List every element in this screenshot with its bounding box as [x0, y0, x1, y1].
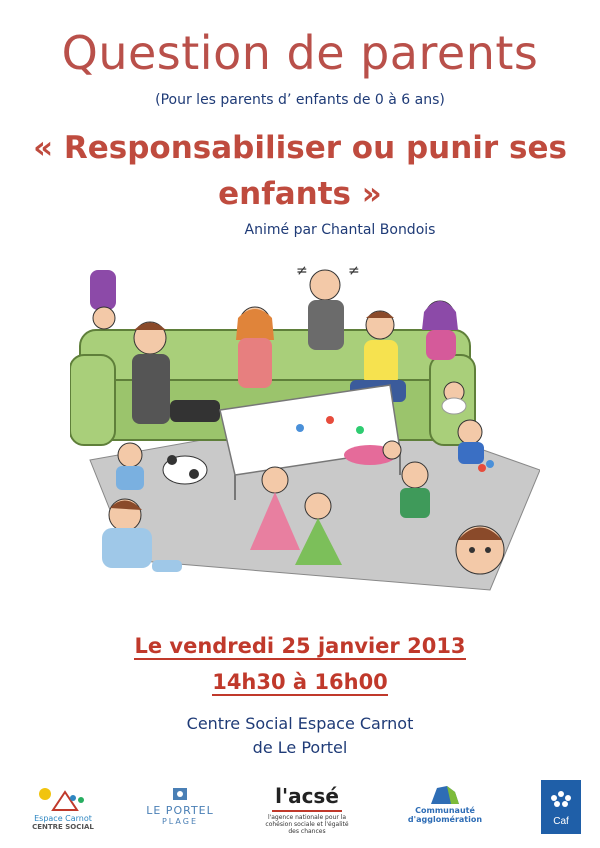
acse-caption: l'agence nationale pour la cohésion sociale et l'égalité des chances — [265, 814, 349, 835]
event-time — [0, 670, 600, 694]
acse-name: l'acsé — [275, 784, 339, 808]
acse-underline — [272, 810, 342, 812]
espace-carnot-emblem-icon — [33, 784, 93, 814]
le-portel-emblem-icon — [165, 784, 195, 804]
svg-text:≠: ≠ — [296, 263, 308, 279]
svg-text:≠: ≠ — [348, 263, 360, 279]
audience-subtitle: (Pour les parents d’ enfants de 0 à 6 ans) — [155, 92, 445, 108]
child-upside-down — [90, 270, 116, 329]
agglomeration-map-icon — [425, 784, 465, 806]
caf-name: Caf — [553, 816, 569, 827]
espace-carnot-logo — [28, 784, 98, 836]
child-green-shirt — [400, 462, 430, 518]
child-on-floor-left — [116, 443, 144, 490]
communaute-agglomeration-logo — [400, 784, 490, 836]
espace-carnot-caption: CENTRE SOCIAL — [32, 823, 94, 831]
acse-logo — [262, 784, 352, 836]
baby-on-rug — [442, 382, 466, 414]
espace-carnot-name: Espace Carnot — [34, 814, 92, 823]
host-credit: Animé par Chantal Bondois — [244, 222, 436, 238]
topic-line-1: « Responsabiliser ou punir ses — [33, 130, 567, 166]
topic-line-2: enfants » — [218, 176, 382, 212]
agglomeration-name: Communauté d'agglomération — [407, 806, 483, 824]
le-portel-logo — [140, 784, 220, 836]
venue-line-1: Centre Social Espace Carnot — [186, 714, 414, 733]
venue-line-2: de Le Portel — [252, 738, 348, 757]
family-scene-illustration — [70, 260, 540, 630]
caf-emblem-icon — [541, 780, 581, 834]
event-date-text: Le vendredi 25 janvier 2013 — [134, 634, 466, 658]
event-time-text: 14h30 à 16h00 — [212, 670, 388, 694]
mother-figure — [236, 307, 274, 388]
caf-logo — [538, 780, 584, 836]
event-date — [0, 634, 600, 658]
le-portel-caption: PLAGE — [161, 817, 199, 826]
poster-title: Question de parents — [61, 26, 539, 80]
le-portel-name: LE PORTEL — [146, 804, 214, 817]
child-resting-chin — [456, 526, 504, 574]
